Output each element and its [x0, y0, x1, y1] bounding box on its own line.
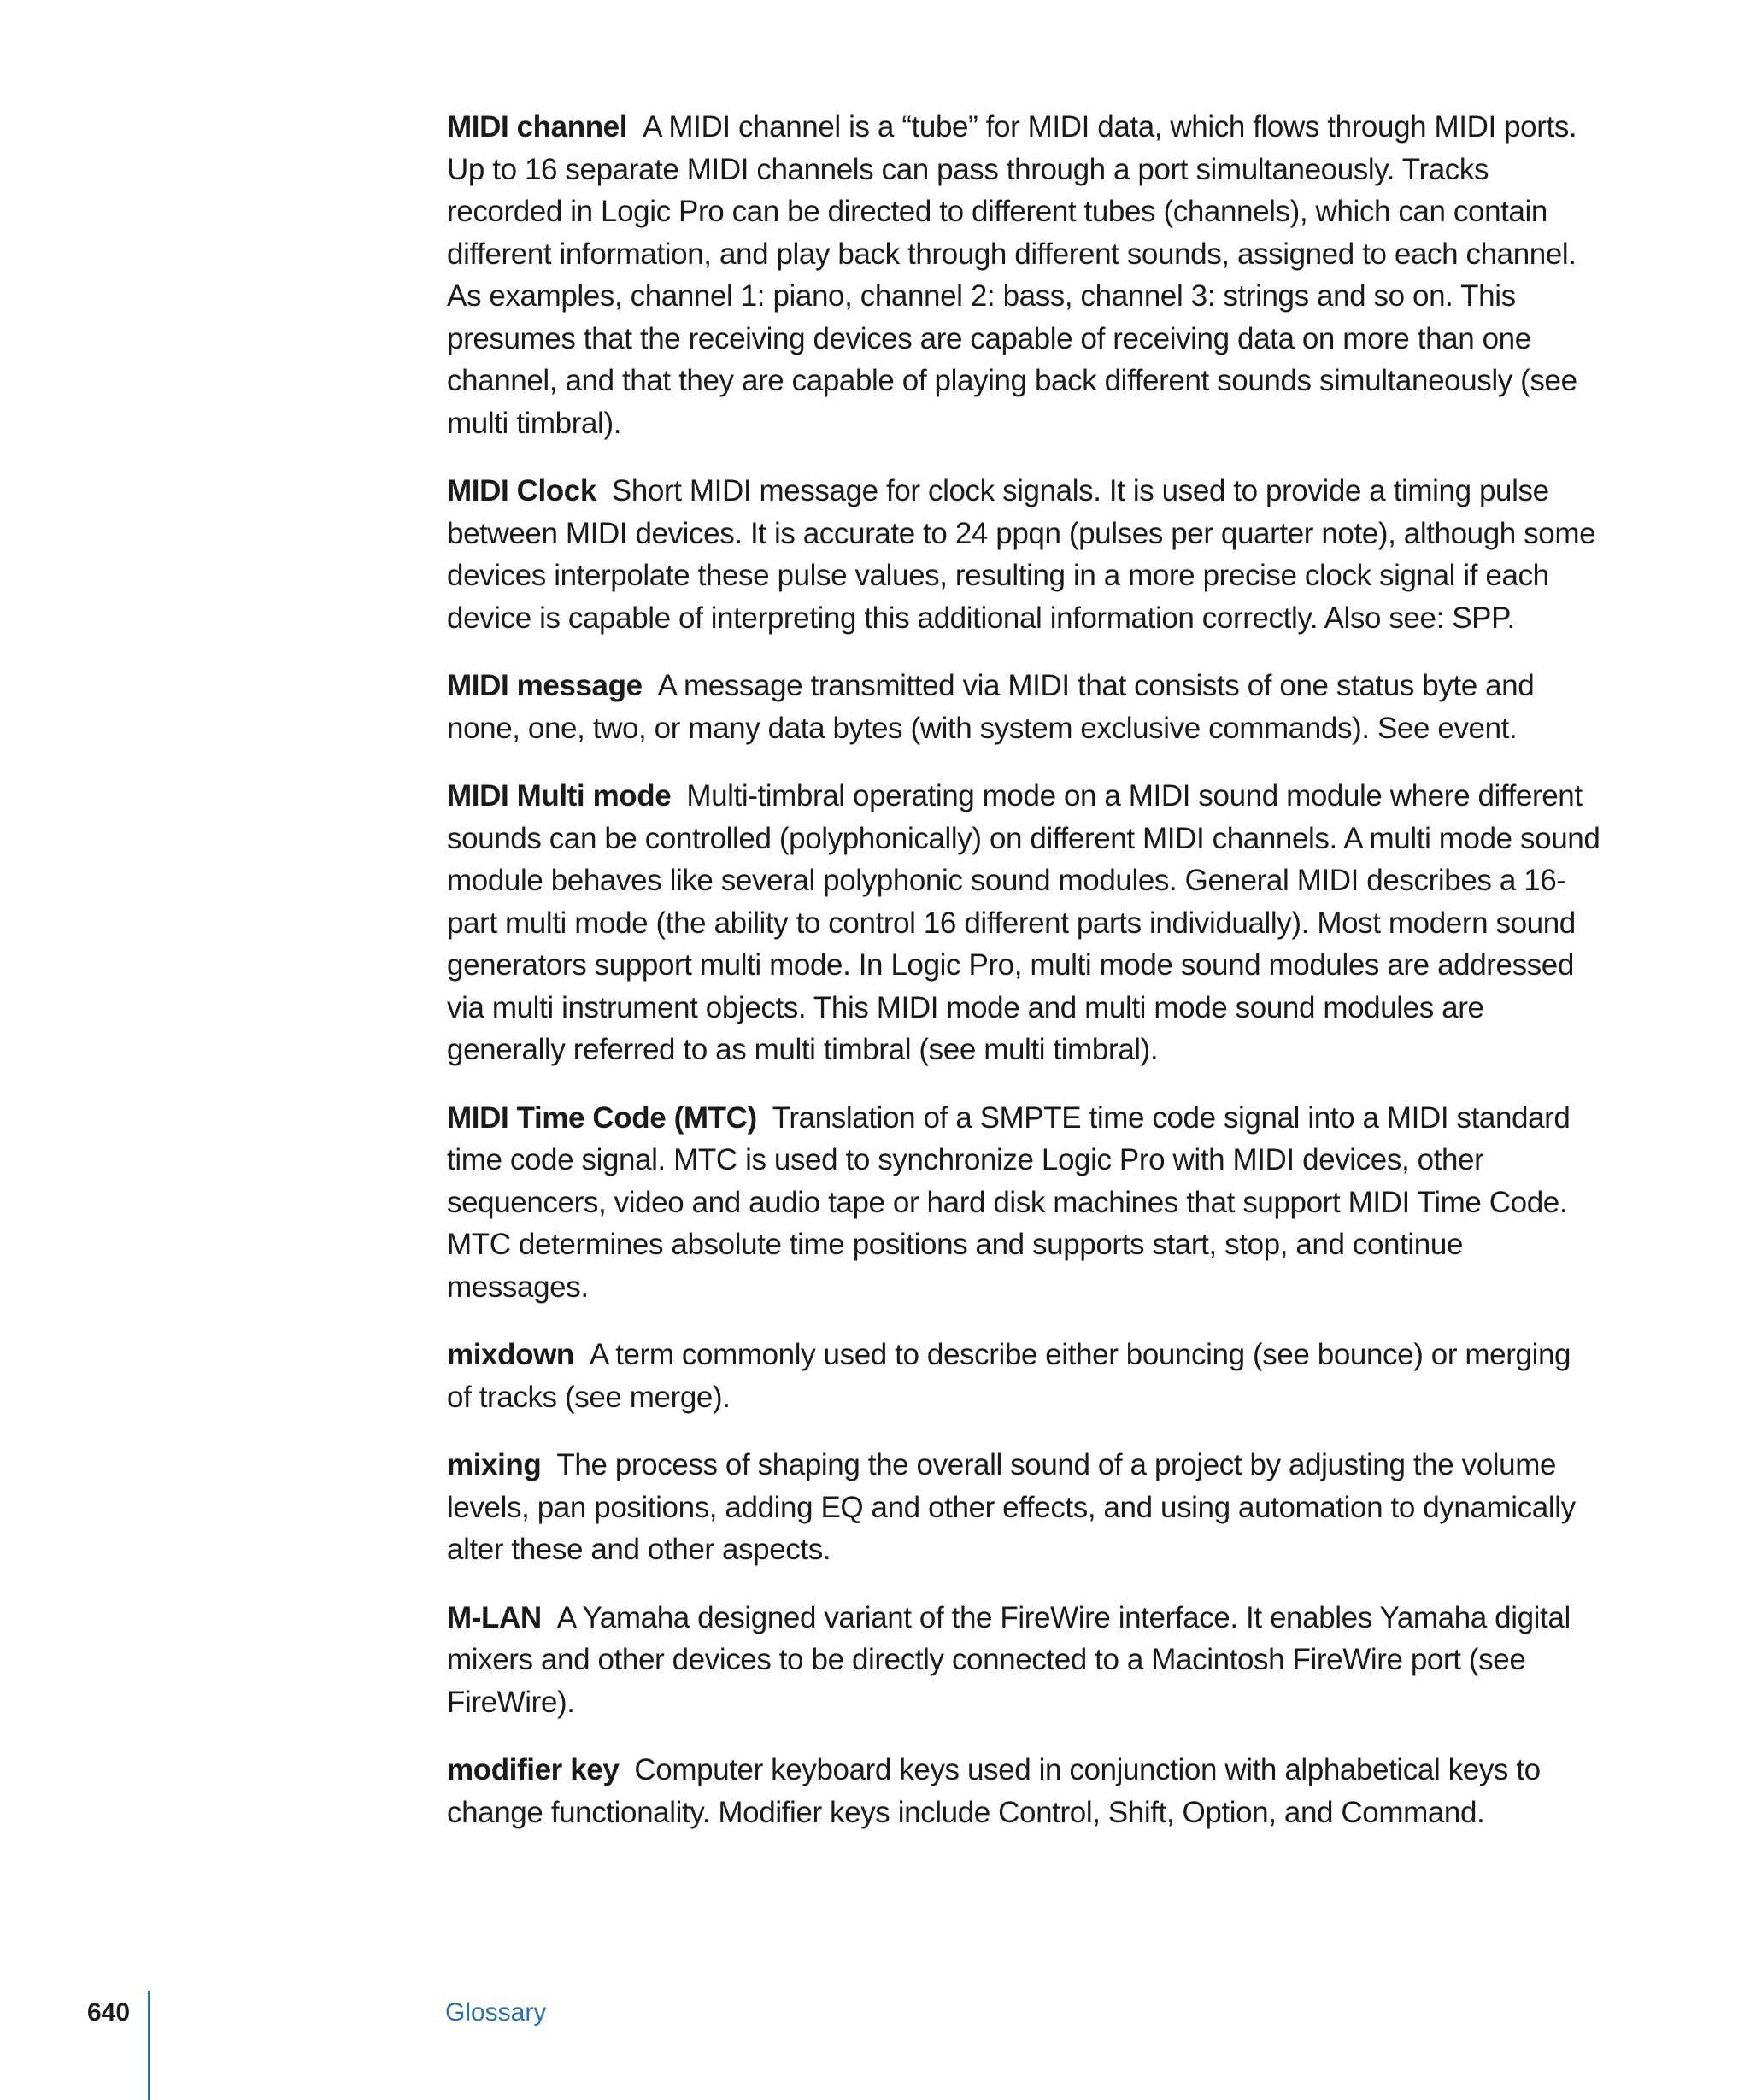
- glossary-term: mixing: [447, 1448, 542, 1481]
- glossary-definition: Translation of a SMPTE time code signal into a MIDI standard time code signal. MTC is used to synchronize Logic Pro with MIDI devices, other sequencers, video and audio tape or hard disk machines that support MIDI Time Code. MTC determines absolute time positions and supports start, stop, and continue messages.: [447, 1100, 1571, 1304]
- glossary-definition: The process of shaping the overall sound of a project by adjusting the volume levels, pan positions, adding EQ and other effects, and using automation to dynamically alter these and other aspects.: [447, 1448, 1576, 1566]
- glossary-definition: Short MIDI message for clock signals. It is used to provide a timing pulse between MIDI devices. It is accurate to 24 ppqn (pulses per quarter note), although some devices interpolate these pulse values, resulting in a more precise clock signal if each device is capable of interpreting this additional information correctly. Also see: SPP.: [447, 474, 1596, 635]
- glossary-definition: Multi-timbral operating mode on a MIDI sound module where different sounds can be controlled (polyphonically) on different MIDI channels. A multi mode sound module behaves like several polyphonic sound modules. General MIDI describes a 16-part multi mode (the ability to control 16 different parts individually). Most modern sound generators support multi mode. In Logic Pro, multi mode sound modules are addressed via multi instrument objects. This MIDI mode and multi mode sound modules are generally referred to as multi timbral (see multi timbral).: [447, 779, 1600, 1066]
- glossary-entry-mixing: [447, 1444, 1600, 1571]
- glossary-term: M-LAN: [447, 1600, 542, 1634]
- glossary-entry-modifier-key: [447, 1749, 1600, 1833]
- glossary-entry-mixdown: [447, 1334, 1600, 1418]
- page-number: 640: [87, 1998, 131, 2027]
- glossary-entry-m-lan: [447, 1597, 1600, 1724]
- glossary-term: MIDI Clock: [447, 474, 596, 507]
- glossary-entry-midi-message: [447, 665, 1600, 749]
- glossary-entry-midi-time-code: [447, 1097, 1600, 1309]
- glossary-entry-midi-multi-mode: [447, 775, 1600, 1071]
- glossary-term: MIDI Multi mode: [447, 779, 672, 812]
- glossary-term: mixdown: [447, 1338, 574, 1371]
- section-title: Glossary: [445, 1998, 547, 2027]
- glossary-definition: Computer keyboard keys used in conjunction with alphabetical keys to change functionality. Modifier keys include Control, Shift, Option, and Command.: [447, 1753, 1541, 1829]
- glossary-term: MIDI channel: [447, 110, 628, 144]
- glossary-definition: A term commonly used to describe either bouncing (see bounce) or merging of tracks (see merge).: [447, 1338, 1571, 1414]
- glossary-entry-midi-channel: [447, 106, 1600, 444]
- glossary-body: [447, 106, 1600, 1859]
- glossary-term: MIDI message: [447, 669, 643, 702]
- glossary-term: MIDI Time Code (MTC): [447, 1100, 757, 1135]
- glossary-definition: A message transmitted via MIDI that consists of one status byte and none, one, two, or many data bytes (with system exclusive commands). See event.: [447, 669, 1535, 745]
- glossary-entry-midi-clock: [447, 470, 1600, 639]
- footer-divider: [148, 1991, 150, 2100]
- glossary-definition: A MIDI channel is a “tube” for MIDI data, which flows through MIDI ports. Up to 16 separate MIDI channels can pass through a port simultaneously. Tracks recorded in Logic Pro can be directed to different tubes (channels), which can contain different information, and play back through different sounds, assigned to each channel. As examples, channel 1: piano, channel 2: bass, channel 3: strings and so on. This presumes that the receiving devices are capable of receiving data on more than one channel, and that they are capable of playing back different sounds simultaneously (see multi timbral).: [447, 110, 1577, 440]
- glossary-term: modifier key: [447, 1753, 620, 1786]
- glossary-definition: A Yamaha designed variant of the FireWire interface. It enables Yamaha digital mixers and other devices to be directly connected to a Macintosh FireWire port (see FireWire).: [447, 1600, 1571, 1719]
